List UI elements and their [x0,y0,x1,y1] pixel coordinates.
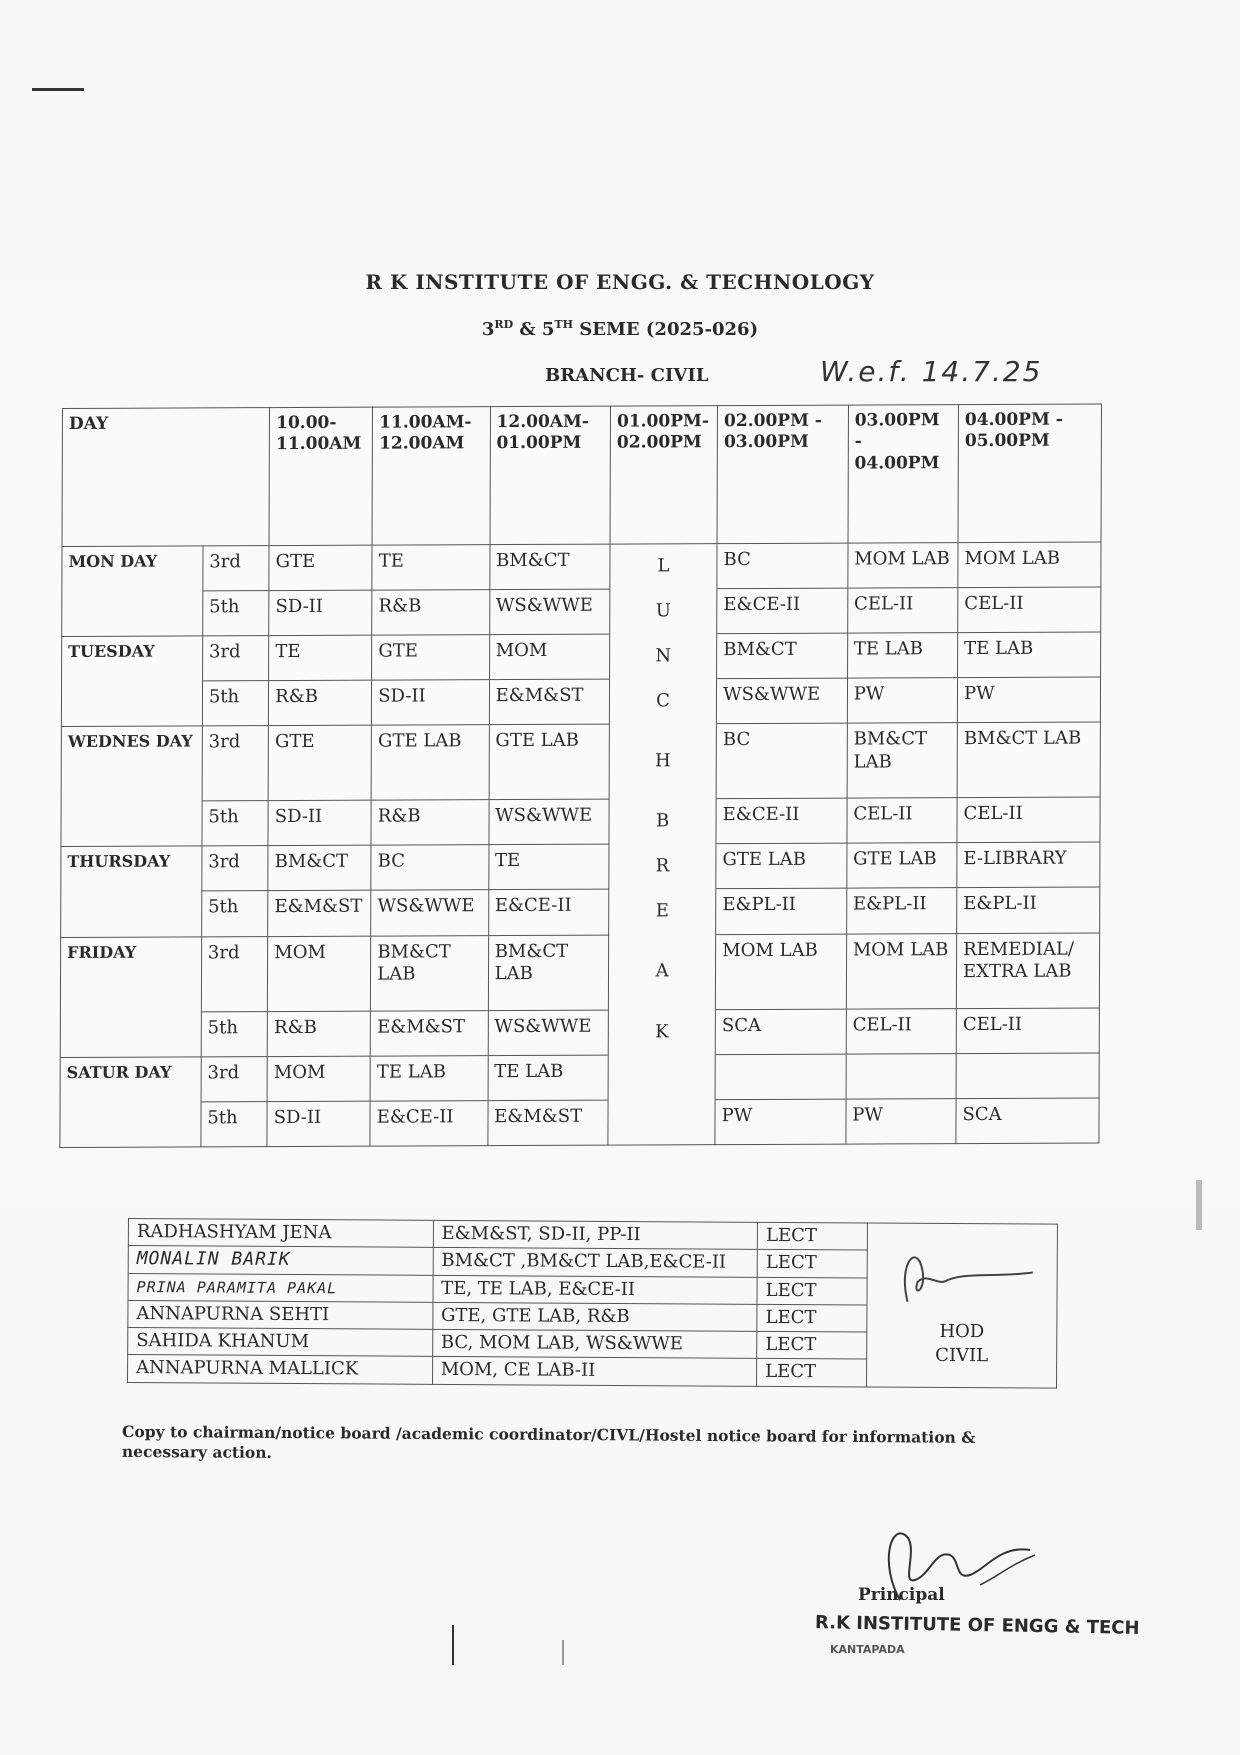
semester-cell: 5th [202,681,269,726]
faculty-name: MONALIN BARIK [128,1246,433,1275]
period-cell: CEL-II [957,797,1100,843]
semester-cell: 3rd [202,846,269,891]
period-cell: E&CE-II [488,890,609,936]
day-name: SATUR DAY [60,1057,201,1148]
period-cell: BM&CT LAB [957,722,1100,798]
semester-cell: 3rd [203,546,270,591]
period-cell: BC [716,723,847,799]
faculty-post: LECT [757,1250,867,1278]
period-cell: R&B [269,680,372,725]
period-cell: BM&CT [268,846,371,891]
period-cell: E&M&ST [370,1010,488,1056]
lunch-break-letter: E [609,889,716,934]
period-cell: E&CE-II [716,798,847,844]
faculty-post: LECT [757,1332,867,1360]
lunch-break-letter: L [610,544,717,589]
period-cell: E-LIBRARY [957,842,1100,888]
day-name: FRIDAY [60,936,201,1057]
faculty-name: ANNAPURNA SEHTI [128,1300,433,1329]
period-cell: MOM [489,634,610,680]
semester-cell: 5th [201,1011,268,1056]
semester-cell: 5th [203,591,270,636]
period-cell: GTE LAB [716,844,847,890]
period-cell: PW [957,677,1100,723]
period-cell: E&M&ST [488,1100,609,1146]
day-header: DAY [62,408,270,547]
period-cell: MOM LAB [848,543,958,589]
semester-cell: 5th [202,801,269,846]
period-cell: SD-II [267,1101,370,1147]
faculty-subjects: MOM, CE LAB-II [432,1357,757,1386]
lunch-break-letter: K [608,1009,715,1054]
scan-edge-mark [562,1640,564,1665]
institute-stamp: R.K INSTITUTE OF ENGG & TECH [814,1612,1140,1639]
period-cell: GTE [269,545,372,590]
slot-header: 02.00PM - 03.00PM [717,405,848,544]
period-cell: WS&WWE [371,890,489,936]
slot-header: 12.00AM-01.00PM [490,406,611,545]
period-cell: WS&WWE [489,589,610,635]
period-cell: MOM LAB [846,933,956,1009]
period-cell: REMEDIAL/ EXTRA LAB [956,932,1099,1008]
hod-dept: CIVIL [935,1344,989,1367]
period-cell: BM&CT LAB [371,935,489,1011]
period-cell [715,1054,846,1100]
lunch-break-letter: C [609,679,716,724]
period-cell: SCA [956,1098,1099,1144]
institute-title: R K INSTITUTE OF ENGG. & TECHNOLOGY [365,270,875,294]
principal-label: Principal [858,1585,945,1605]
period-cell: SD-II [372,680,490,726]
period-cell: WS&WWE [717,678,848,724]
period-cell: PW [847,678,957,724]
slot-header: 04.00PM - 05.00PM [958,404,1101,543]
period-cell: BC [717,543,848,589]
period-cell [956,1053,1099,1099]
day-name: TUESDAY [61,636,202,727]
period-cell: E&CE-II [717,588,848,634]
institute-stamp-subtext: KANTAPADA [830,1643,905,1656]
semester-title: 3RD & 5TH SEME (2025-026) [481,318,759,340]
hod-label: HOD [939,1320,985,1342]
period-cell: SD-II [268,801,371,846]
semester-cell: 5th [202,891,269,936]
period-cell: CEL-II [847,798,957,844]
period-cell: SD-II [269,590,372,635]
period-cell [846,1053,956,1099]
semester-cell: 3rd [202,726,269,802]
lunch-break-letter: B [609,799,716,844]
period-cell: WS&WWE [489,800,610,846]
period-cell: TE [269,635,372,680]
period-cell: GTE [268,725,371,801]
lunch-break-letter: U [610,589,717,634]
day-name: WEDNES DAY [61,726,202,847]
period-cell: TE LAB [847,633,957,679]
period-cell: WS&WWE [488,1010,609,1056]
scan-mark [32,88,84,91]
period-cell: R&B [372,590,490,636]
lunch-break-blank [608,1099,715,1145]
faculty-name: ANNAPURNA MALLICK [127,1355,432,1384]
period-cell: MOM [267,1056,370,1101]
period-cell: GTE LAB [371,725,489,801]
branch-title: BRANCH- CIVIL [545,365,709,386]
period-cell: E&PL-II [957,887,1100,933]
lunch-break-blank [608,1054,715,1099]
lunch-break-letter: R [609,844,716,889]
period-cell: PW [715,1099,846,1145]
period-cell: CEL-II [846,1008,956,1054]
faculty-post: LECT [757,1222,867,1250]
period-cell: R&B [371,800,489,846]
faculty-name: SAHIDA KHANUM [128,1328,433,1357]
period-cell: E&M&ST [489,679,610,725]
period-cell: E&M&ST [268,891,371,936]
hod-signature-cell [867,1223,1058,1388]
slot-header: 01.00PM-02.00PM [610,406,718,544]
slot-header: 10.00-11.00AM [269,407,373,545]
period-cell: R&B [267,1011,370,1056]
period-cell: BM&CT LAB [847,723,957,799]
faculty-post: LECT [757,1277,867,1305]
period-cell: TE [372,545,490,591]
faculty-subjects: BM&CT ,BM&CT LAB,E&CE-II [433,1248,758,1277]
scan-edge-mark [452,1625,454,1665]
period-cell: CEL-II [956,1008,1099,1054]
semester-cell: 3rd [201,936,268,1012]
period-cell: BM&CT [489,544,610,590]
semester-cell: 5th [201,1101,268,1146]
faculty-name: RADHASHYAM JENA [128,1219,433,1248]
period-cell: TE LAB [370,1055,488,1101]
timetable [59,403,1102,1148]
hod-signature [887,1242,1037,1313]
period-cell: GTE LAB [847,843,957,889]
period-cell: E&PL-II [846,888,956,934]
period-cell: TE LAB [958,632,1101,678]
faculty-subjects: BC, MOM LAB, WS&WWE [432,1330,757,1359]
slot-header: 03.00PM - 04.00PM [848,405,959,543]
faculty-subjects: E&M&ST, SD-II, PP-II [433,1220,758,1249]
copy-to-note: Copy to chairman/notice board /academic coordinator/CIVL/Hostel notice board for information & necessary action. [121,1421,976,1463]
period-cell: E&PL-II [716,889,847,935]
day-name: THURSDAY [61,846,202,937]
period-cell: BM&CT [717,633,848,679]
faculty-name: PRINA PARAMITA PAKAL [128,1273,433,1302]
period-cell: MOM LAB [958,542,1101,588]
period-cell: PW [846,1098,956,1144]
lunch-break-letter: N [610,634,717,679]
period-cell: E&CE-II [370,1100,488,1146]
faculty-post: LECT [757,1304,867,1332]
period-cell: CEL-II [958,587,1101,633]
semester-cell: 3rd [202,636,269,681]
faculty-table [127,1218,1058,1388]
scan-edge-mark [1196,1180,1202,1230]
period-cell: BC [371,845,489,891]
lunch-break-letter: A [608,934,715,1010]
period-cell: TE [488,845,609,891]
faculty-subjects: GTE, GTE LAB, R&B [432,1302,757,1331]
lunch-break-letter: H [609,724,716,800]
period-cell: MOM [268,936,371,1012]
period-cell: TE LAB [488,1055,609,1101]
period-cell: SCA [715,1009,846,1055]
faculty-post: LECT [757,1359,867,1387]
wef-handwritten-date: W.e.f. 14.7.25 [820,355,1043,388]
semester-cell: 3rd [201,1056,268,1101]
day-name: MON DAY [62,546,203,637]
period-cell: CEL-II [847,588,957,634]
period-cell: MOM LAB [716,934,847,1010]
period-cell: GTE [372,635,490,681]
period-cell: GTE LAB [489,724,610,800]
period-cell: BM&CT LAB [488,935,609,1011]
slot-header: 11.00AM-12.00AM [372,407,490,546]
faculty-subjects: TE, TE LAB, E&CE-II [433,1275,758,1304]
